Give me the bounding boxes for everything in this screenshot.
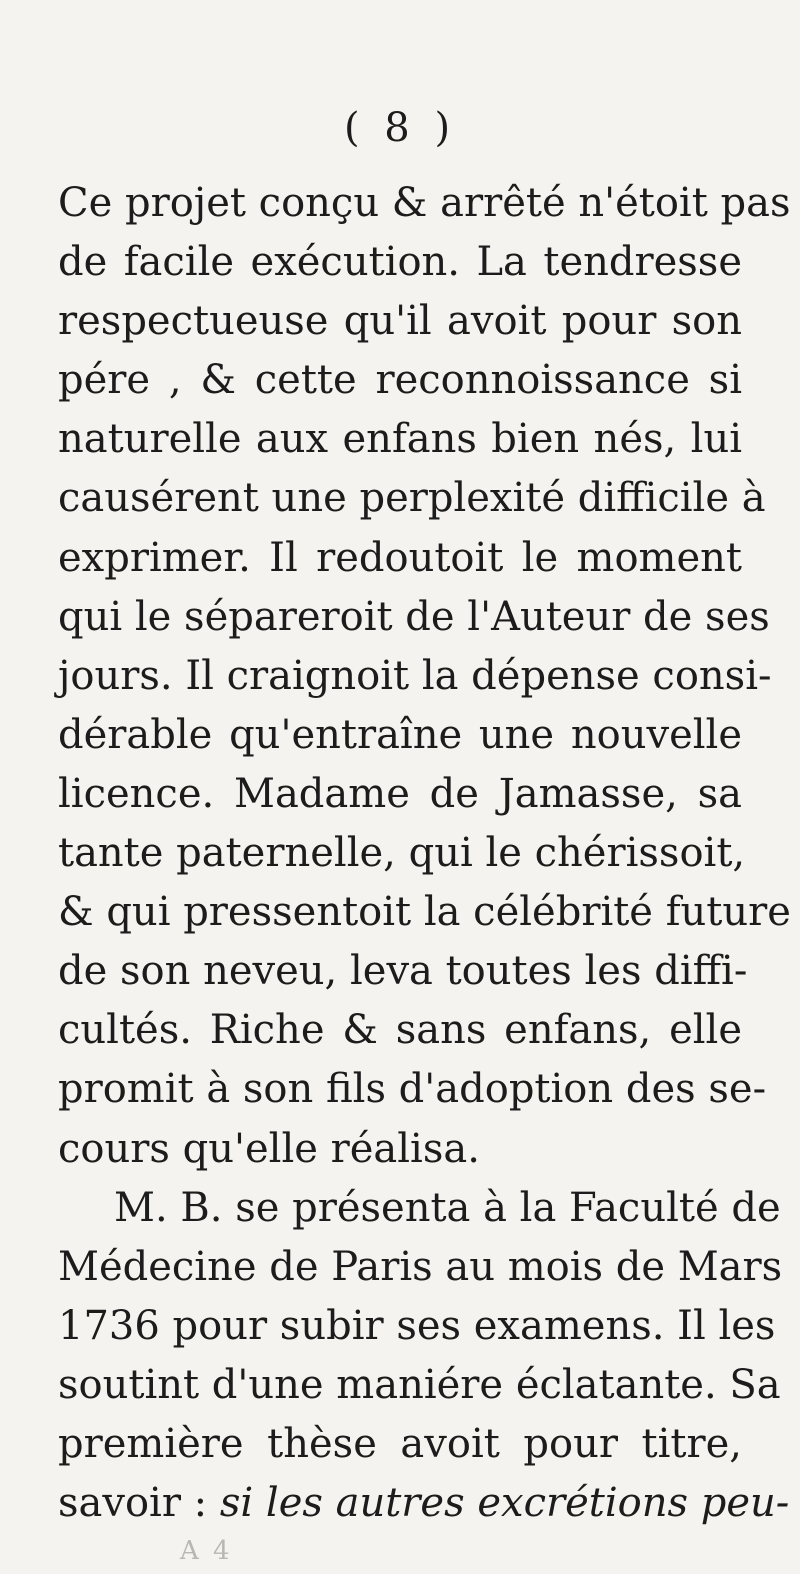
text-line: première thèse avoit pour titre, [58, 1420, 742, 1467]
roman-text: savoir : [58, 1480, 220, 1527]
text-line: qui le sépareroit de l'Auteur de ses [58, 593, 770, 640]
paragraph-end-line: cours qu'elle réalisa. [58, 1125, 480, 1172]
text-line: de facile exécution. La tendresse [58, 239, 742, 286]
text-line: promit à son fils d'adoption des se- [58, 1066, 767, 1113]
text-line: causérent une perplexité difficile à [58, 475, 766, 522]
text-line: cultés. Riche & sans enfans, elle [58, 1007, 742, 1054]
paragraph-start-line: M. B. se présenta à la Faculté de [114, 1184, 781, 1231]
signature-mark: A 4 [180, 1536, 233, 1566]
text-line: pére , & cette reconnoissance si [58, 357, 742, 404]
text-line: tante paternelle, qui le chérissoit, [58, 830, 746, 877]
text-line: soutint d'une maniére éclatante. Sa [58, 1361, 781, 1408]
text-line: respectueuse qu'il avoit pour son [58, 298, 742, 345]
text-line-mixed [58, 1474, 790, 1533]
text-line: Médecine de Paris au mois de Mars [58, 1243, 783, 1290]
text-line: naturelle aux enfans bien nés, lui [58, 416, 742, 463]
body-text [58, 174, 791, 1533]
text-line: de son neveu, leva toutes les diffi- [58, 948, 748, 995]
text-line: exprimer. Il redoutoit le moment [58, 534, 742, 581]
page-number: ( 8 ) [343, 105, 457, 151]
text-line: dérable qu'entraîne une nouvelle [58, 711, 742, 758]
text-line: 1736 pour subir ses examens. Il les [58, 1302, 776, 1349]
text-line: Ce projet conçu & arrêté n'étoit pas [58, 180, 791, 226]
text-line: & qui pressentoit la célébrité future [58, 889, 791, 936]
text-line: licence. Madame de Jamasse, sa [58, 770, 742, 817]
text-line: jours. Il craignoit la dépense consi- [58, 652, 772, 699]
italic-text: si les autres excrétions peu- [219, 1480, 790, 1527]
